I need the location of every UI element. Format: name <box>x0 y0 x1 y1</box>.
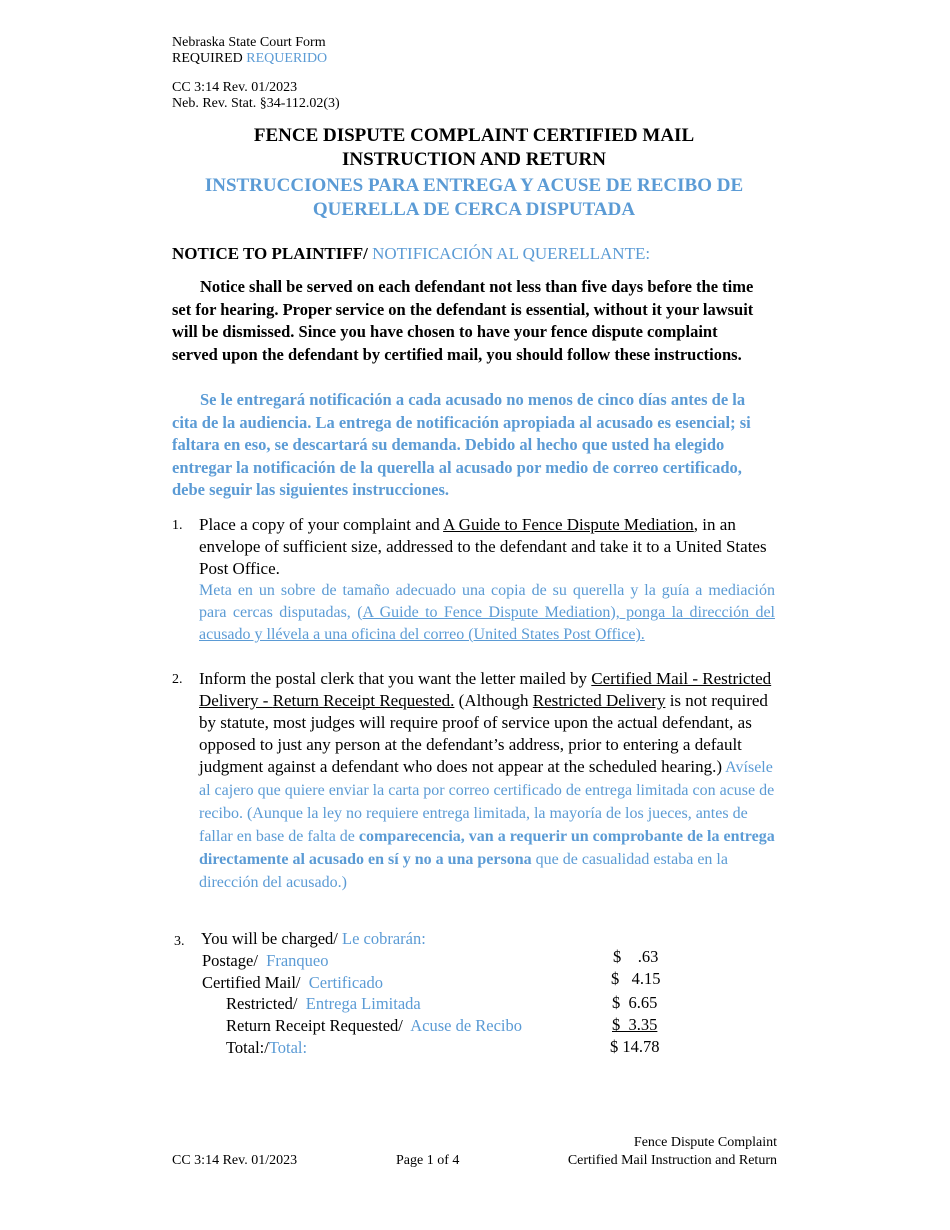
notice-heading-es <box>372 244 650 263</box>
form-code: CC 3:14 Rev. 01/2023 <box>172 80 298 95</box>
delivery-label: Delivery - <box>199 691 273 710</box>
fee-certified-mail <box>202 973 383 993</box>
footer-title-line1: Fence Dispute Complaint <box>633 1135 777 1150</box>
footer-code: CC 3:14 Rev. 01/2023 <box>172 1153 298 1168</box>
notice-heading-en: NOTICE TO PLAINTIFF/ <box>172 244 368 263</box>
item-2-text <box>199 668 779 894</box>
fee-restricted <box>226 994 421 1014</box>
notice-heading <box>172 244 650 264</box>
item-2-es-text-a: Avísele al cajero que quiere enviar la carta por correo certificado de entrega limitada con acuse de recibo. (Aunque la ley no requiere entrega limitada, la mayoría de los jueces, antes de fallar en base de falta de <box>199 759 775 845</box>
statute-reference: Neb. Rev. Stat. §34-112.02(3) <box>172 96 340 111</box>
required-en: REQUIRED <box>172 51 243 66</box>
fee-label-en: Restricted/ <box>226 994 298 1013</box>
fee-label-en: Certified Mail/ <box>202 973 301 992</box>
item-2-es-bold: comparecencia, van a requerir un comprobante de la entrega directamente al acusado en sí y no a una persona <box>199 828 775 868</box>
fees-intro <box>201 929 426 949</box>
fees-intro-en: You will be charged/ <box>201 929 338 948</box>
item-2-en-text-a: Inform the postal clerk that you want the letter mailed by <box>199 669 592 688</box>
fee-total <box>226 1038 307 1058</box>
notice-heading-colon: : <box>645 244 651 263</box>
fee-return-receipt <box>226 1016 522 1036</box>
fee-amount-postage: $ .63 <box>613 947 659 966</box>
fee-amount-restricted: $ 6.65 <box>612 993 658 1012</box>
fee-label-en: Return Receipt Requested/ <box>226 1016 403 1035</box>
notice-paragraph-en: Notice shall be served on each defendant not less than five days before the time set for hearing. Proper service on the defendant is essential, without it your lawsuit will be dismissed. Since you have chosen to have your fence dispute complaint served upon the defendant by certified mail, you should follow these instructions. <box>172 277 754 364</box>
title-es-line1: INSTRUCCIONES PARA ENTREGA Y ACUSE DE RECIBO DE <box>204 175 744 196</box>
certified-mail-restricted: Certified Mail - Restricted <box>591 669 772 688</box>
notice-heading-es-text: NOTIFICACIÓN AL QUERELLANTE <box>372 244 646 263</box>
item-2-en-text-e: is not required by statute, most judges will require proof of service upon the actual defendant, as opposed to just any person at the defendant’s address, prior to entering a default judgment against a defendant who does not appear at the scheduled hearing.) <box>199 691 768 776</box>
notice-paragraph-es: Se le entregará notificación a cada acusado no menos de cinco días antes de la cita de la audiencia. La entrega de notificación apropiada al acusado es esencial; si faltara en eso, se descartará su demanda. Debido al hecho que usted ha elegido entregar la notificación de la querella al acusado por medio de correo certificado, debe seguir las siguientes instrucciones. <box>172 390 751 499</box>
item-1-en <box>199 514 777 580</box>
item-1-es <box>199 580 775 646</box>
fee-postage <box>202 951 329 971</box>
item-2-es-text-c: que de casualidad estaba en la dirección del acusado.) <box>199 851 728 891</box>
fee-label-es: Certificado <box>300 973 383 992</box>
required-label <box>172 51 327 67</box>
fee-label-es: Acuse de Recibo <box>402 1016 523 1035</box>
title-en-line1: FENCE DISPUTE COMPLAINT CERTIFIED MAIL <box>253 125 695 146</box>
item-1-es-text-a: Meta en un sobre de tamaño adecuado una copia de su querella y la guía a mediación para cercas disputadas, ( <box>199 582 775 621</box>
item-2-en-text-d: (Although <box>454 691 533 710</box>
footer-title-line2: Certified Mail Instruction and Return <box>567 1153 777 1168</box>
item-1-en-text-a: Place a copy of your complaint and <box>199 515 444 534</box>
fee-label-es: Franqueo <box>257 951 329 970</box>
fee-amount-total: $ 14.78 <box>610 1037 660 1056</box>
guide-link[interactable]: A Guide to Fence Dispute Mediation <box>443 515 694 534</box>
item-3-number: 3. <box>174 934 185 949</box>
restricted-delivery: Restricted Delivery <box>532 691 666 710</box>
fee-label-es: Total: <box>268 1038 308 1057</box>
fee-amount-certified: $ 4.15 <box>611 969 661 988</box>
guide-link-es[interactable]: A Guide to Fence Dispute Mediation), ponga la dirección del acusado y llévela a una oficina del correo (United States Post Office). <box>199 604 775 643</box>
title-es-line2: QUERELLA DE CERCA DISPUTADA <box>312 199 636 220</box>
return-receipt-requested: Return Receipt Requested. <box>272 691 455 710</box>
item-2-number: 2. <box>172 672 183 687</box>
item-1-number: 1. <box>172 518 183 533</box>
item-1-en-text-b: , in an envelope of sufficient size, addressed to the defendant and take it to a United States Post Office. <box>199 515 767 578</box>
footer-page-number: Page 1 of 4 <box>396 1153 460 1168</box>
fee-label-en: Postage/ <box>202 951 258 970</box>
fee-label-en: Total:/ <box>226 1038 269 1057</box>
form-source: Nebraska State Court Form <box>172 35 326 50</box>
required-es: REQUERIDO <box>246 51 328 66</box>
title-en-line2: INSTRUCTION AND RETURN <box>342 149 606 170</box>
fees-intro-es: Le cobrarán: <box>337 929 426 948</box>
fee-amount-return-receipt: $ 3.35 <box>612 1015 658 1034</box>
fee-label-es: Entrega Limitada <box>297 994 421 1013</box>
